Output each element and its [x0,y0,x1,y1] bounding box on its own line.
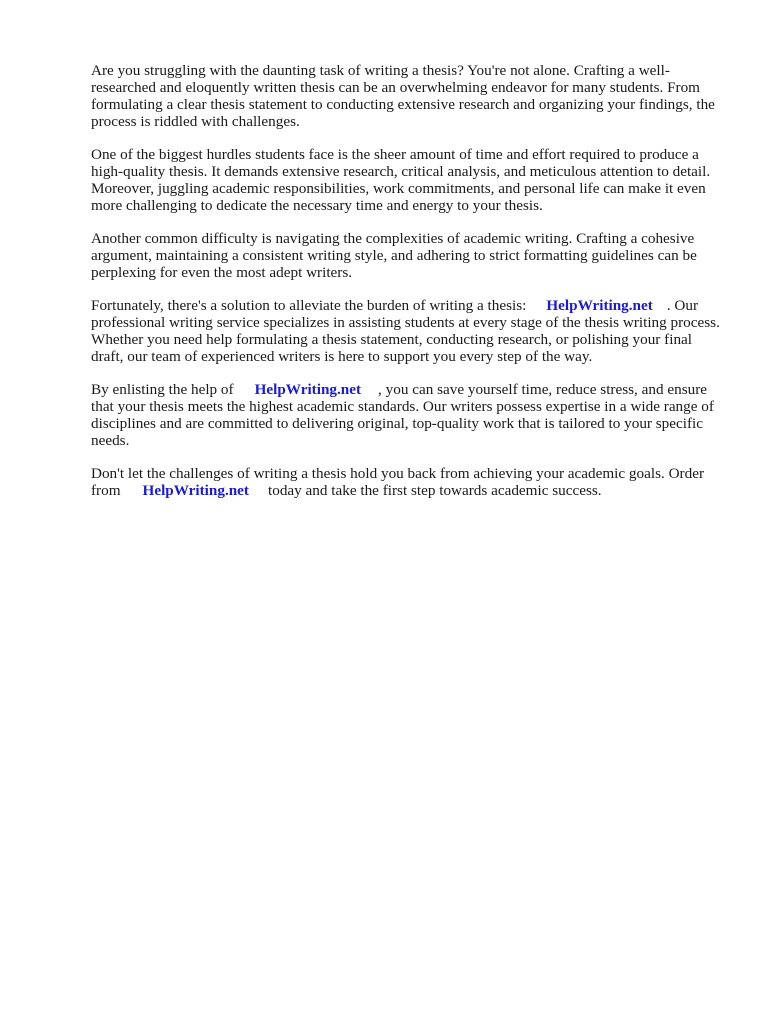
paragraph-enlisting [91,381,727,449]
paragraph-enlisting-text-after: , you can save yourself time, reduce stress, and ensure that your thesis meets the highest academic standards. Our writers possess expertise in a wide range of disciplines and are committed to delivering original, top-quality work that is tailored to your specific needs. [91,381,714,449]
paragraph-cta-text-after: today and take the first step towards academic success. [268,482,602,499]
paragraph-hurdles: One of the biggest hurdles students face is the sheer amount of time and effort required to produce a high-quality thesis. It demands extensive research, critical analysis, and meticulous attention to detail. Moreover, juggling academic responsibilities, work commitments, and personal life can make it even more challenging to dedicate the necessary time and energy to your thesis. [91,146,711,214]
paragraph-call-to-action [91,465,727,499]
helpwriting-link-1[interactable]: HelpWriting.net [546,297,653,314]
paragraph-academic-writing: Another common difficulty is navigating the complexities of academic writing. Crafting a cohesive argument, maintaining a consistent writing style, and adhering to strict formatting guidelines can be perplexing for even the most adept writers. [91,230,697,281]
paragraph-solution [91,297,727,365]
document-body [91,62,727,515]
paragraph-enlisting-text-before: By enlisting the help of [91,381,234,398]
helpwriting-link-3[interactable]: HelpWriting.net [142,482,249,499]
paragraph-solution-text-before: Fortunately, there's a solution to alleviate the burden of writing a thesis: [91,297,527,314]
helpwriting-link-2[interactable]: HelpWriting.net [254,381,362,398]
paragraph-cta-text-before: Don't let the challenges of writing a thesis hold you back from achieving your academic goals. Order from [91,465,705,499]
paragraph-solution-text-after: . Our professional writing service specializes in assisting students at every stage of the thesis writing process. Whether you need help formulating a thesis statement, conducting research, or polishing your final draft, our team of experienced writers is here to support you every step of the way. [91,297,720,365]
paragraph-intro: Are you struggling with the daunting task of writing a thesis? You're not alone. Crafting a well-researched and eloquently written thesis can be an overwhelming endeavor for many students. From formulating a clear thesis statement to conducting extensive research and organizing your findings, the process is riddled with challenges. [91,62,715,130]
